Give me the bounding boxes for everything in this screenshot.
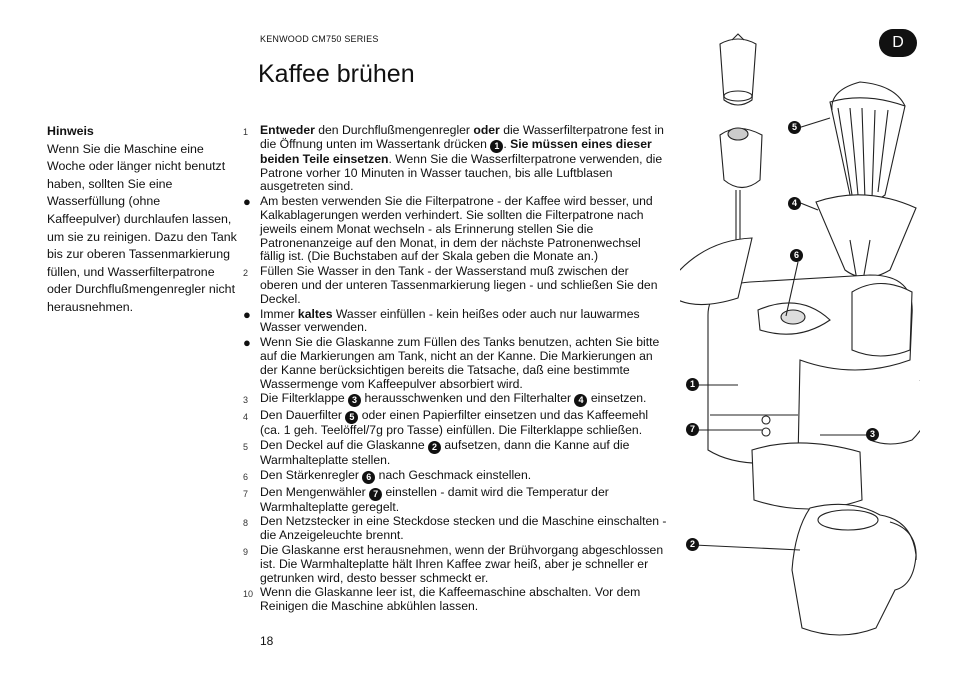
step-item xyxy=(243,265,668,306)
filter-cartridge xyxy=(720,39,756,105)
step-number: 4 xyxy=(243,412,249,423)
step-text xyxy=(260,486,668,515)
step-item xyxy=(243,515,668,543)
part-reference-circle: 7 xyxy=(369,488,382,501)
bullet-marker: ● xyxy=(243,306,251,322)
step-item xyxy=(243,308,668,336)
step-item xyxy=(243,195,668,264)
text-run: Am besten verwenden Sie die Filterpatrone - der Kaffee wird besser, und Kalkablagerungen werden verhindert. Sie sollten die Filterpatrone nach jeweils einem Monat wechseln - als Erinnerung stellen Sie die Patronenanzeige auf den Monat, in dem der nächste Patronenwechsel fällig ist. (Die Buchstaben auf der Skala geben die Monate an.) xyxy=(260,194,653,264)
step-item xyxy=(243,439,668,468)
emphasis-text: oder xyxy=(473,123,500,137)
step-text xyxy=(260,308,668,336)
page-title: Kaffee brühen xyxy=(258,60,415,88)
text-run: Den Mengenwähler xyxy=(260,484,370,499)
emphasis-text: Sie müssen eines dieser beiden Teile einsetzen xyxy=(260,136,652,166)
part-reference-circle: 5 xyxy=(345,411,358,424)
step-item xyxy=(243,486,668,515)
text-run: Den Stärkenregler xyxy=(260,467,363,482)
step-item xyxy=(243,409,668,438)
text-run: oder einen Papierfilter einsetzen und das Kaffeemehl (ca. 1 geh. Teelöffel/7g pro Tasse) einfüllen. Die Filterklappe schließen. xyxy=(260,408,649,438)
step-number: 10 xyxy=(243,589,254,600)
text-run: Immer xyxy=(260,306,298,321)
step-text xyxy=(260,124,668,194)
steps-list xyxy=(243,124,668,615)
step-number: 8 xyxy=(243,518,249,529)
part-reference-circle: 2 xyxy=(428,441,441,454)
step-number: 5 xyxy=(243,441,249,452)
step-text xyxy=(260,469,668,485)
step-item xyxy=(243,469,668,485)
note-body: Wenn Sie die Maschine eine Woche oder länger nicht benutzt haben, sollten Sie eine Wasserfüllung (ohne Kaffeepulver) durchlaufen lassen, um sie zu reinigen. Dazu den Tank bis zur oberen Tassenmarkierung füllen, und Wasserfilterpatrone oder Durchflußmengenregler nicht herausnehmen. xyxy=(47,141,237,314)
text-run: Die Filterklappe xyxy=(260,391,349,406)
step-text xyxy=(260,515,668,543)
step-number: 6 xyxy=(243,471,249,482)
text-run: aufsetzen, dann die Kanne auf die Warmhalteplatte stellen. xyxy=(260,437,630,467)
step-item xyxy=(243,544,668,585)
page-number: 18 xyxy=(260,634,274,648)
step-item xyxy=(243,392,668,408)
step-text xyxy=(260,265,668,306)
step-item xyxy=(243,586,668,614)
text-run: Den Dauerfilter xyxy=(260,408,346,423)
step-text xyxy=(260,586,668,614)
step-number: 1 xyxy=(243,127,249,137)
step-text xyxy=(260,195,668,264)
text-run: . xyxy=(503,136,511,151)
step-text xyxy=(260,409,668,438)
figure-callout: 4 xyxy=(788,197,801,210)
text-run: Den Netzstecker in eine Steckdose stecken und die Maschine einschalten - die Anzeigeleuchte brennt. xyxy=(260,514,667,543)
text-run: Den Deckel auf die Glaskanne xyxy=(260,437,429,452)
coffee-machine-illustration xyxy=(680,30,920,645)
step-number: 7 xyxy=(243,488,249,499)
text-run: die Wasserfilterpatrone fest in die Öffnung unten im Wassertank drücken xyxy=(260,123,664,151)
text-run: Füllen Sie Wasser in den Tank - der Wasserstand muß zwischen der oberen und der unteren Tassenmarkierung liegen - und schließen Sie den Deckel. xyxy=(260,264,658,306)
part-reference-circle: 4 xyxy=(574,394,587,407)
step-number: 2 xyxy=(243,268,249,279)
step-text xyxy=(260,544,668,585)
permanent-filter xyxy=(830,98,905,203)
text-run: Wasser einfüllen - kein heißes oder auch nur lauwarmes Wasser verwenden. xyxy=(260,306,640,335)
text-run: Wenn Sie die Glaskanne zum Füllen des Tanks benutzen, achten Sie bitte auf die Markierungen am Tank, nicht an der Kanne. Die Markierungen an der Kanne berücksichtigen bereits die Tatsache, daß eine bestimmte Wassermenge vom Kaffeepulver absorbiert wird. xyxy=(260,335,660,391)
text-run: nach Geschmack einstellen. xyxy=(375,467,532,482)
part-reference-circle: 6 xyxy=(362,471,375,484)
note-title: Hinweis xyxy=(47,124,94,138)
step-item xyxy=(243,336,668,391)
part-reference-circle: 1 xyxy=(490,140,503,153)
figure-callout: 1 xyxy=(686,378,699,391)
part-reference-circle: 3 xyxy=(348,394,361,407)
text-run: Die Glaskanne erst herausnehmen, wenn der Brühvorgang abgeschlossen ist. Die Warmhalteplatte hält Ihren Kaffee zwar heiß, aber je schneller er getrunken wird, desto besser schmeckt er. xyxy=(260,542,664,585)
emphasis-text: Entweder xyxy=(260,123,315,137)
hot-plate-base xyxy=(752,443,862,509)
text-run: herausschwenken und den Filterhalter xyxy=(361,391,575,406)
note-box xyxy=(47,123,237,317)
step-text xyxy=(260,392,668,408)
step-number: 3 xyxy=(243,395,249,406)
text-run: den Durchflußmengenregler xyxy=(314,123,474,137)
text-run: . Wenn Sie die Wasserfilterpatrone verwenden, die Patrone vorher 10 Minuten in Wasser tauchen, bis alle Luftblasen ausgetreten sind. xyxy=(260,151,663,194)
step-item xyxy=(243,124,668,194)
step-text xyxy=(260,439,668,468)
text-run: einstellen - damit wird die Temperatur der Warmhalteplatte geregelt. xyxy=(260,484,609,514)
figure-callout: 2 xyxy=(686,538,699,551)
header-series: KENWOOD CM750 SERIES xyxy=(260,34,379,44)
language-badge: D xyxy=(879,29,917,57)
step-number: 9 xyxy=(243,546,249,557)
bullet-marker: ● xyxy=(243,335,251,351)
bullet-marker: ● xyxy=(243,194,251,210)
emphasis-text: kaltes xyxy=(297,306,333,321)
figure-callout: 7 xyxy=(686,423,699,436)
figure-callout: 6 xyxy=(790,249,803,262)
figure-callout: 5 xyxy=(788,121,801,134)
figure-callout: 3 xyxy=(866,428,879,441)
step-text xyxy=(260,336,668,391)
text-run: Wenn die Glaskanne leer ist, die Kaffeemaschine abschalten. Vor dem Reinigen die Maschine abkühlen lassen. xyxy=(260,585,641,614)
text-run: einsetzen. xyxy=(587,391,647,406)
